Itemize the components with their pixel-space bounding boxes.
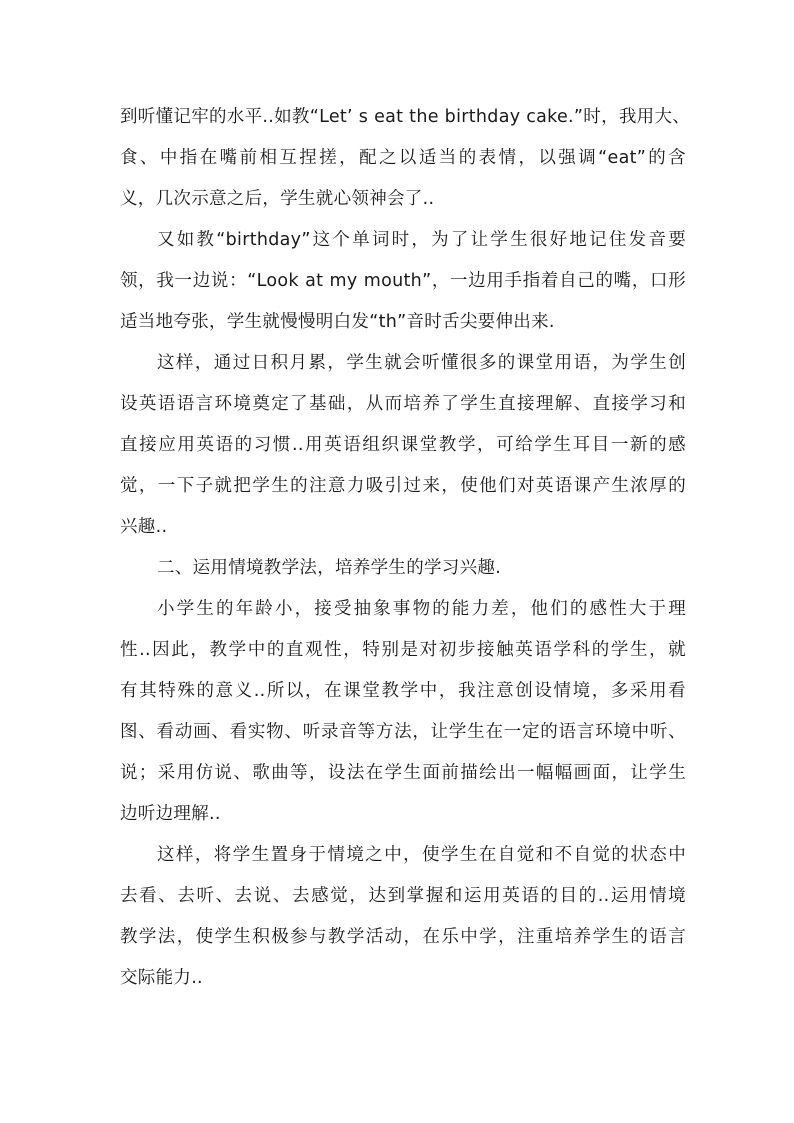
text-line: 设英语语言环境奠定了基础，从而培养了学生直接理解、直接学习和 (120, 394, 686, 414)
paragraph (120, 589, 686, 835)
text-line: 到听懂记牢的水平..如教“Let’ s eat the birthday cake.”时，我用大、 (120, 107, 691, 127)
section-heading (120, 548, 686, 589)
document-body (120, 97, 691, 999)
text-line: 兴趣.. (120, 517, 168, 537)
text-line: 义，几次示意之后，学生就心领神会了.. (120, 189, 435, 209)
text-line: 交际能力.. (120, 968, 203, 988)
paragraph (120, 343, 686, 548)
text-line: 二、运用情境教学法，培养学生的学习兴趣. (157, 558, 502, 578)
text-line: 教学法，使学生积极参与教学活动，在乐中学，注重培养学生的语言 (120, 927, 686, 947)
text-line: 觉，一下子就把学生的注意力吸引过来，使他们对英语课产生浓厚的 (120, 476, 686, 496)
text-line: 去看、去听、去说、去感觉，达到掌握和运用英语的目的..运用情境 (120, 886, 686, 906)
text-line: 这样，将学生置身于情境之中，使学生在自觉和不自觉的状态中 (157, 845, 686, 865)
text-line: 这样，通过日积月累，学生就会听懂很多的课堂用语，为学生创 (157, 353, 686, 373)
text-line: 直接应用英语的习惯..用英语组织课堂教学，可给学生耳目一新的感 (120, 435, 686, 455)
text-line: 边听边理解.. (120, 804, 221, 824)
text-line: 领，我一边说：“Look at my mouth”，一边用手指着自己的嘴，口形 (120, 271, 686, 291)
paragraph (120, 835, 686, 999)
text-line: 适当地夸张，学生就慢慢明白发“th”音时舌尖要伸出来. (120, 312, 555, 332)
text-line: 性..因此，教学中的直观性，特别是对初步接触英语学科的学生，就 (120, 640, 686, 660)
text-line: 有其特殊的意义..所以，在课堂教学中，我注意创设情境，多采用看 (120, 681, 686, 701)
paragraph (120, 220, 686, 343)
text-line: 小学生的年龄小，接受抽象事物的能力差，他们的感性大于理 (157, 599, 686, 619)
text-line: 食、中指在嘴前相互捏搓，配之以适当的表情，以强调“eat”的含 (120, 148, 686, 168)
text-line: 说；采用仿说、歌曲等，设法在学生面前描绘出一幅幅画面，让学生 (120, 763, 686, 783)
text-line: 又如教“birthday”这个单词时，为了让学生很好地记住发音要 (157, 230, 686, 250)
paragraph (120, 97, 691, 220)
text-line: 图、看动画、看实物、听录音等方法，让学生在一定的语言环境中听、 (120, 722, 686, 742)
